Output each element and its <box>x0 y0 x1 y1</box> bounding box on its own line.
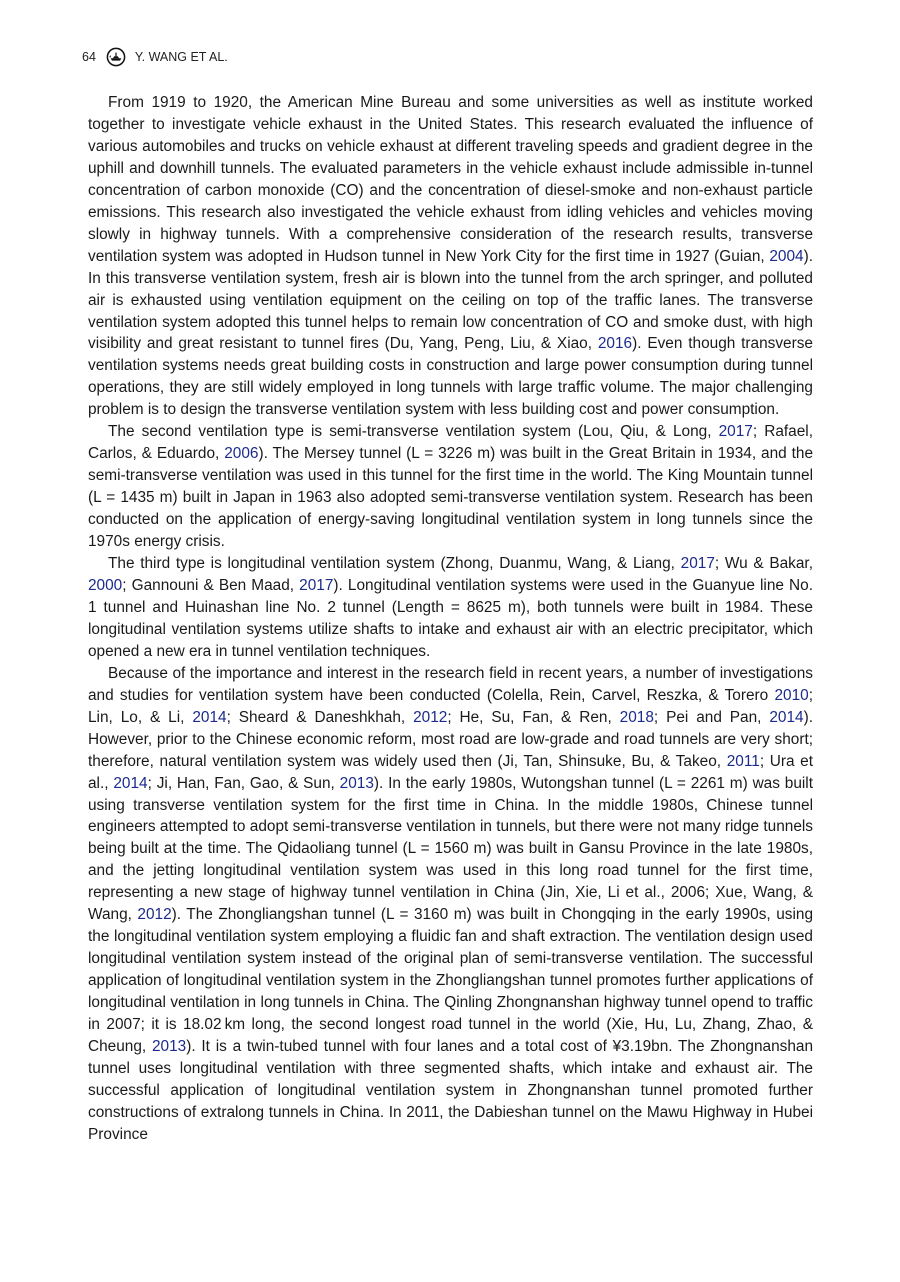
paragraph-text: Because of the importance and interest in the research field in recent years, a number of investigations and studies for ventilation system have been conducted (Colella, Rein, Carvel, Reszka, & Torero <box>88 664 813 704</box>
paragraph-text: ; Gannouni & Ben Maad, <box>122 576 300 594</box>
paragraph-text: ). It is a twin-tubed tunnel with four lanes and a total cost of ¥3.19bn. The Zhongnanshan tunnel uses longitudinal ventilation with three segmented shafts, which intake and exhaust air. The successful application of longitudinal ventilation system in Zhongnanshan tunnel promoted further constructions of extralong tunnels in China. In 2011, the Dabieshan tunnel on the Mawu Highway in Hubei Province <box>88 1037 814 1143</box>
paragraph-text: ). Even though transverse ventilation systems needs great building costs in construction and large power consumption during tunnel operations, they are still widely employed in long tunnels with large traffic volume. The major challenging problem is to design the transverse ventilation system with less building cost and power consumption. <box>88 335 813 419</box>
citation-year-link[interactable]: 2011 <box>726 752 760 770</box>
citation-year-link[interactable]: 2006 <box>224 445 259 463</box>
paragraph-text: ; Lin, Lo, & Li, <box>88 686 813 726</box>
paragraph-text: ). In this transverse ventilation system, fresh air is blown into the tunnel from the arch springer, and polluted air is exhausted using ventilation equipment on the ceiling on top of the traffic lanes. The transverse ventilation system adopted this tunnel helps to remain low concentration of CO and smoke dust, with high visibility and great resistant to tunnel fires (Du, Yang, Peng, Liu, & Xiao, <box>88 247 813 353</box>
page-number: 64 <box>82 50 96 64</box>
running-header <box>82 46 228 68</box>
paragraph-text: ; Pei and Pan, <box>653 708 770 726</box>
citation-year-link[interactable]: 2000 <box>88 576 123 594</box>
citation-year-link[interactable]: 2014 <box>192 708 227 726</box>
paragraph-text: The third type is longitudinal ventilation system (Zhong, Duanmu, Wang, & Liang, <box>108 555 681 573</box>
paragraph-text: ). Longitudinal ventilation systems were used in the Guanyue line No. 1 tunnel and Huinashan line No. 2 tunnel (Length = 8625 m), both tunnels were built in 1984. These longitudinal ventilation systems utilize shafts to intake and exhaust air with an electric precipitator, which opened a new era in tunnel ventilation techniques. <box>88 576 813 660</box>
publisher-lamp-logo-icon <box>106 47 126 67</box>
citation-year-link[interactable]: 2012 <box>413 708 448 726</box>
paragraph-text: ; Wu & Bakar, <box>714 555 813 573</box>
paragraph-text: ). The Mersey tunnel (L = 3226 m) was built in the Great Britain in 1934, and the semi-transverse ventilation was used in this tunnel for the first time in the world. The King Mountain tunnel (L = 1435 m) built in Japan in 1963 also adopted semi-transverse ventilation system. Research has been conducted on the application of energy-saving longitudinal ventilation system in long tunnels since the 1970s energy crisis. <box>88 445 814 551</box>
citation-year-link[interactable]: 2018 <box>619 708 654 726</box>
running-title: Y. WANG ET AL. <box>134 50 228 64</box>
paragraph-text: ; He, Su, Fan, & Ren, <box>447 708 620 726</box>
citation-year-link[interactable]: 2010 <box>774 686 809 704</box>
paragraph-text: ; Sheard & Daneshkhah, <box>226 708 414 726</box>
citation-year-link[interactable]: 2017 <box>680 555 715 573</box>
citation-year-link[interactable]: 2012 <box>137 906 172 924</box>
body-paragraph <box>88 553 813 663</box>
paragraph-text: ). However, prior to the Chinese economic reform, most road are low-grade and road tunnels are very short; therefore, natural ventilation system was widely used then (Ji, Tan, Shinsuke, Bu, & Takeo, <box>88 708 814 770</box>
citation-year-link[interactable]: 2014 <box>113 774 148 792</box>
paragraph-text: ; Ji, Han, Fan, Gao, & Sun, <box>147 774 340 792</box>
citation-year-link[interactable]: 2017 <box>718 423 753 441</box>
body-paragraph <box>88 421 813 553</box>
citation-year-link[interactable]: 2014 <box>769 708 804 726</box>
paragraph-text: ). In the early 1980s, Wutongshan tunnel (L = 2261 m) was built using transverse ventilation system for the first time in China. In the middle 1980s, Chinese tunnel engineers attempted to adopt semi-transverse ventilation in tunnels, but there were not many ridge tunnels being built at the time. The Qidaoliang tunnel (L = 1560 m) was built in Gansu Province in the late 1980s, and the jetting longitudinal ventilation system was used in this long road tunnel for the first time, representing a new stage of highway tunnel ventilation in China (Jin, Xie, Li et al., 2006; Xue, Wang, & Wang, <box>88 774 813 924</box>
citation-year-link[interactable]: 2004 <box>769 247 804 265</box>
body-paragraph <box>88 663 813 1146</box>
paragraph-text: ; Ura et al., <box>88 752 813 792</box>
paragraph-text: The second ventilation type is semi-transverse ventilation system (Lou, Qiu, & Long, <box>108 423 719 441</box>
article-body <box>88 92 813 1146</box>
paragraph-text: ). The Zhongliangshan tunnel (L = 3160 m) was built in Chongqing in the early 1990s, using the longitudinal ventilation system employing a fluidic fan and shaft extraction. The ventilation design used longitudinal ventilation system instead of the original plan of semi-transverse ventilation. The successful application of longitudinal ventilation system in the Zhongliangshan tunnel promotes further applications of longitudinal ventilation in long tunnels in China. The Qinling Zhongnanshan highway tunnel opend to traffic in 2007; it is 18.02 km long, the second longest road tunnel in the world (Xie, Hu, Lu, Zhang, Zhao, & Cheung, <box>88 906 813 1055</box>
paragraph-text: ; Rafael, Carlos, & Eduardo, <box>88 423 813 463</box>
body-paragraph <box>88 92 813 421</box>
paragraph-text: From 1919 to 1920, the American Mine Bureau and some universities as well as institute worked together to investigate vehicle exhaust in the United States. This research evaluated the influence of various automobiles and trucks on vehicle exhaust at different traveling speeds and gradient degree in the uphill and downhill tunnels. The evaluated parameters in the vehicle exhaust include admissible in-tunnel concentration of carbon monoxide (CO) and the concentration of diesel-smoke and non-exhaust particle emissions. This research also investigated the vehicle exhaust from idling vehicles and vehicles moving slowly in highway tunnels. With a comprehensive consideration of the research results, transverse ventilation system was adopted in Hudson tunnel in New York City for the first time in 1927 (Guian, <box>88 94 813 265</box>
citation-year-link[interactable]: 2017 <box>299 576 334 594</box>
citation-year-link[interactable]: 2013 <box>151 1037 187 1055</box>
citation-year-link[interactable]: 2013 <box>339 774 374 792</box>
citation-year-link[interactable]: 2016 <box>597 335 633 353</box>
